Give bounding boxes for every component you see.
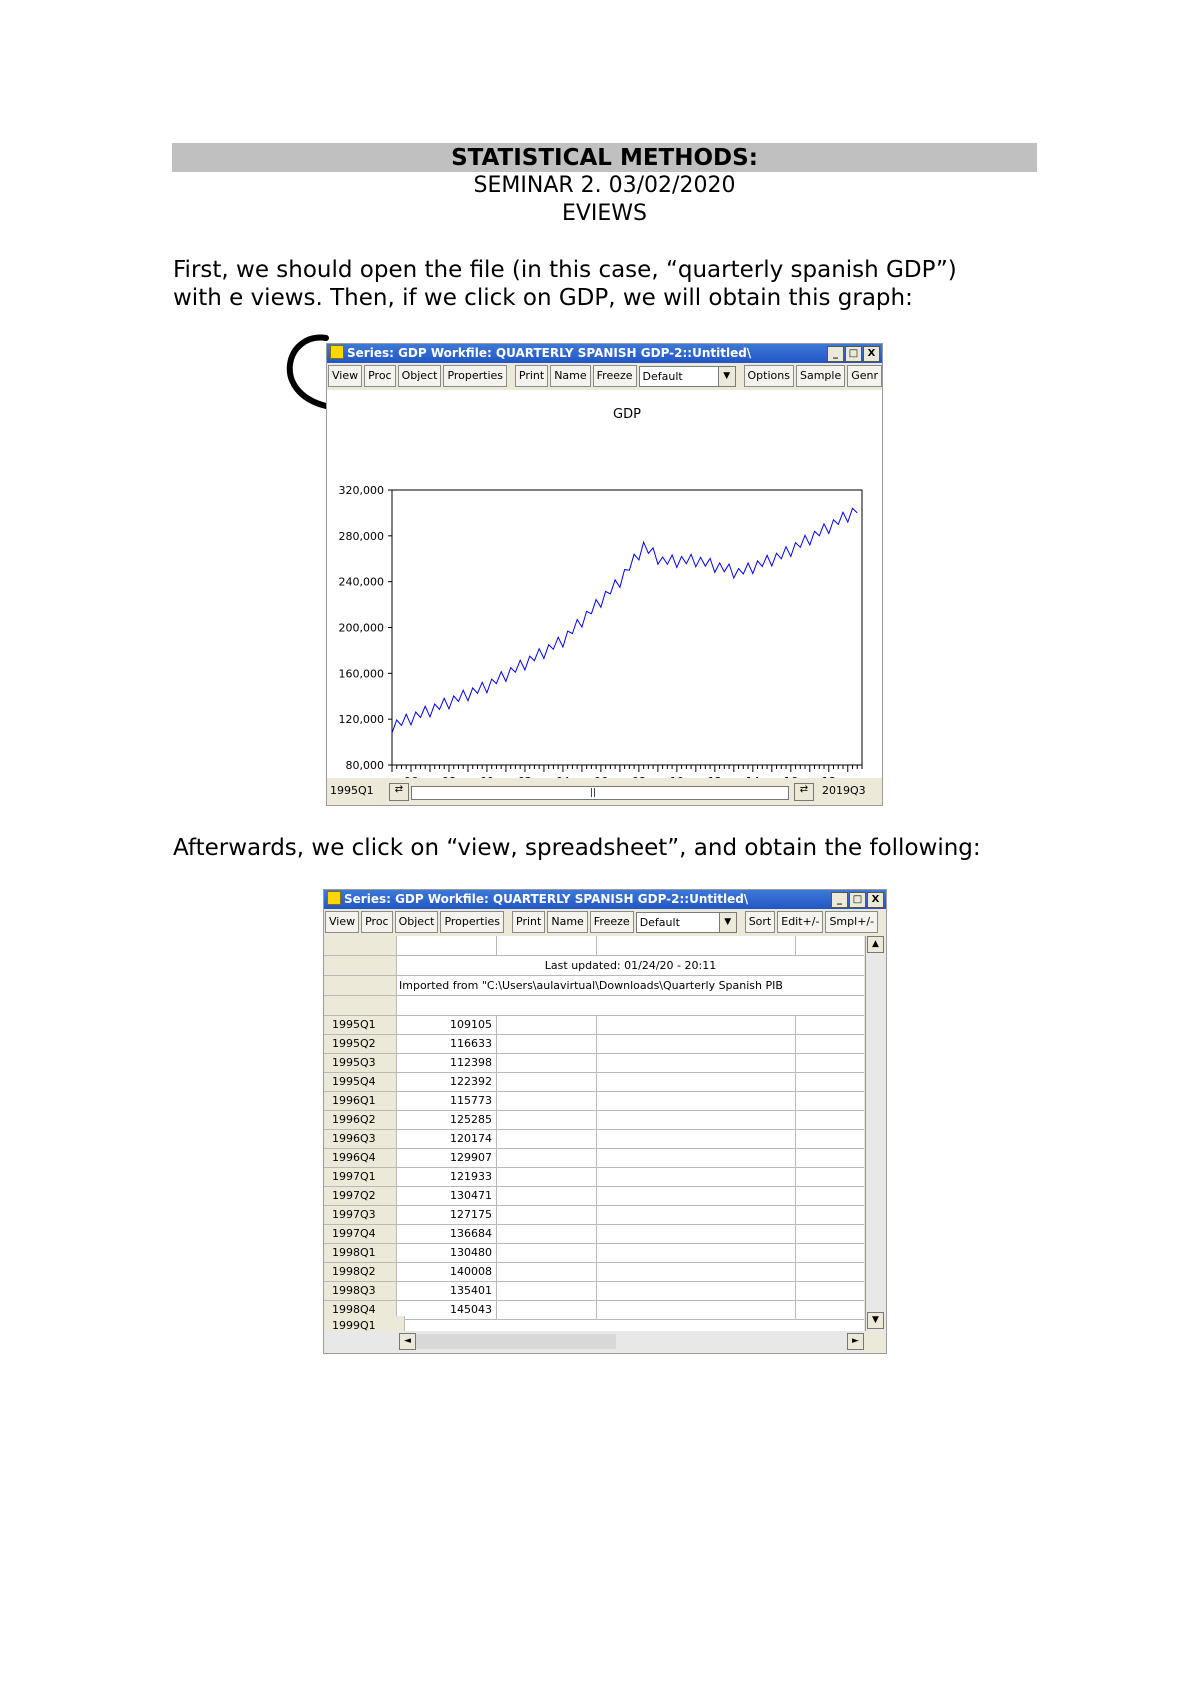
value-cell[interactable]: 115773 [397, 1092, 497, 1110]
view-button[interactable]: View [328, 365, 362, 387]
x-tick-label [632, 775, 646, 778]
row-label: 1995Q1 [324, 1016, 397, 1034]
x-tick-label [822, 775, 836, 778]
table-row [324, 1016, 864, 1035]
name-button[interactable]: Name [547, 911, 587, 933]
graph-area [327, 390, 882, 778]
properties-button[interactable]: Properties [440, 911, 504, 933]
row-label: 1996Q2 [324, 1111, 397, 1129]
x-tick-label [670, 775, 684, 778]
maximize-button[interactable]: □ [849, 892, 866, 908]
name-button[interactable]: Name [550, 365, 590, 387]
row-label: 1997Q4 [324, 1225, 397, 1243]
intro-line-1: First, we should open the file (in this case, “quarterly spanish GDP”) [173, 257, 957, 283]
row-label: 1997Q2 [324, 1187, 397, 1205]
x-tick-label [442, 775, 456, 778]
empty-cell [597, 1073, 796, 1091]
slider-end-label: 2019Q3 [822, 784, 866, 797]
empty-cell [597, 1282, 796, 1300]
y-tick-label: 200,000 [338, 621, 384, 635]
empty-cell [597, 1244, 796, 1262]
row-label: 1996Q4 [324, 1149, 397, 1167]
y-tick-label: 280,000 [338, 529, 384, 543]
table-row [324, 1263, 864, 1282]
empty-cell [497, 1092, 597, 1110]
blank-row [324, 996, 864, 1016]
value-cell[interactable]: 116633 [397, 1035, 497, 1053]
slider-left-arrows-icon[interactable]: ⇄ [389, 783, 409, 801]
empty-cell [497, 1016, 597, 1034]
minimize-button[interactable]: _ [827, 346, 844, 362]
maximize-button[interactable]: □ [845, 346, 862, 362]
last-updated-text: Last updated: 01/24/20 - 20:11 [397, 956, 864, 975]
chevron-down-icon: ▼ [719, 913, 736, 932]
freeze-button[interactable]: Freeze [590, 911, 634, 933]
edit-button[interactable]: Edit+/- [777, 911, 823, 933]
x-tick-label [404, 775, 418, 778]
x-tick-label [556, 775, 570, 778]
empty-cell [597, 1016, 796, 1034]
scroll-right-icon[interactable]: ► [847, 1333, 864, 1350]
imported-row [324, 976, 864, 996]
empty-cell [497, 1168, 597, 1186]
table-row [324, 1149, 864, 1168]
x-tick-label [708, 775, 722, 778]
x-tick-label [480, 775, 494, 778]
sheet-toolbar [324, 910, 886, 934]
empty-cell [597, 1149, 796, 1167]
series-icon [327, 891, 341, 905]
chart-title: GDP [613, 407, 641, 422]
empty-cell [497, 1130, 597, 1148]
last-updated-row [324, 956, 864, 976]
value-cell[interactable]: 109105 [397, 1016, 497, 1034]
empty-cell [597, 1263, 796, 1281]
value-cell[interactable]: 136684 [397, 1225, 497, 1243]
table-row [324, 1111, 864, 1130]
minimize-button[interactable]: _ [831, 892, 848, 908]
value-cell[interactable]: 127175 [397, 1206, 497, 1224]
empty-cell [597, 1054, 796, 1072]
x-tick-label [784, 775, 798, 778]
spreadsheet-grid [324, 936, 864, 1331]
dropdown-value: Default [639, 915, 680, 929]
value-cell[interactable]: 112398 [397, 1054, 497, 1072]
table-row [324, 1130, 864, 1149]
view-button[interactable]: View [325, 911, 359, 933]
empty-cell [597, 1111, 796, 1129]
table-row [324, 1035, 864, 1054]
empty-cell [597, 1035, 796, 1053]
value-cell[interactable]: 125285 [397, 1111, 497, 1129]
graph-type-dropdown[interactable] [639, 366, 736, 387]
sheet-window-title: Series: GDP Workfile: QUARTERLY SPANISH GDP-2::Untitled\ [344, 892, 749, 906]
row-label: 1995Q2 [324, 1035, 397, 1053]
value-cell[interactable]: 122392 [397, 1073, 497, 1091]
row-label: 1995Q3 [324, 1054, 397, 1072]
row-label: 1995Q4 [324, 1073, 397, 1091]
table-row [324, 1282, 864, 1301]
print-button[interactable]: Print [515, 365, 548, 387]
x-tick-label [518, 775, 532, 778]
scroll-down-icon[interactable]: ▼ [867, 1312, 884, 1329]
proc-button[interactable]: Proc [361, 911, 393, 933]
table-row [324, 1187, 864, 1206]
display-dropdown[interactable] [636, 912, 737, 933]
scroll-thumb[interactable] [416, 1334, 616, 1349]
row-label: 1998Q4 [324, 1301, 397, 1319]
sample-button[interactable]: Sample [796, 365, 845, 387]
freeze-button[interactable]: Freeze [593, 365, 637, 387]
proc-button[interactable]: Proc [364, 365, 396, 387]
table-row [324, 1054, 864, 1073]
dropdown-value: Default [642, 369, 683, 383]
empty-cell [497, 1149, 597, 1167]
graph-window-titlebar[interactable] [327, 344, 882, 363]
close-button[interactable]: X [867, 892, 884, 908]
empty-cell [497, 1073, 597, 1091]
table-row [324, 1206, 864, 1225]
value-cell[interactable]: 120174 [397, 1130, 497, 1148]
value-cell[interactable]: 130471 [397, 1187, 497, 1205]
slider-start-label: 1995Q1 [330, 784, 374, 797]
object-button[interactable]: Object [398, 365, 442, 387]
row-label: 1996Q1 [324, 1092, 397, 1110]
slider-right-arrows-icon[interactable]: ⇄ [794, 783, 814, 801]
empty-cell [497, 1263, 597, 1281]
plot-frame [392, 490, 862, 765]
y-tick-label: 160,000 [338, 667, 384, 681]
value-cell[interactable]: 145043 [397, 1301, 497, 1319]
table-row [324, 1073, 864, 1092]
last-row [324, 1316, 864, 1331]
graph-toolbar [327, 364, 882, 388]
slider-grip-icon[interactable]: || [590, 788, 597, 798]
sort-button[interactable]: Sort [745, 911, 776, 933]
row-label: 1999Q1 [324, 1316, 405, 1331]
imported-from-text: Imported from "C:\Users\aulavirtual\Downloads\Quarterly Spanish PIB [397, 976, 864, 995]
intro-paragraph [173, 256, 1053, 312]
properties-button[interactable]: Properties [443, 365, 507, 387]
vertical-scrollbar[interactable] [865, 936, 885, 1331]
value-cell[interactable]: 140008 [397, 1263, 497, 1281]
row-label: 1998Q2 [324, 1263, 397, 1281]
y-tick-label: 120,000 [338, 713, 384, 727]
empty-cell [597, 1130, 796, 1148]
value-cell[interactable]: 129907 [397, 1149, 497, 1167]
print-button[interactable]: Print [512, 911, 545, 933]
x-tick-label [746, 775, 760, 778]
y-tick-label: 320,000 [338, 484, 384, 497]
empty-cell [597, 1225, 796, 1243]
close-button[interactable]: X [863, 346, 880, 362]
table-row [324, 1244, 864, 1263]
row-label: 1997Q3 [324, 1206, 397, 1224]
scroll-left-icon[interactable]: ◄ [399, 1333, 416, 1350]
horizontal-scrollbar[interactable] [324, 1331, 864, 1352]
smpl-button[interactable]: Smpl+/- [825, 911, 878, 933]
empty-cell [597, 1206, 796, 1224]
table-row [324, 1092, 864, 1111]
empty-cell [597, 1168, 796, 1186]
empty-cell [497, 1054, 597, 1072]
object-button[interactable]: Object [395, 911, 439, 933]
y-tick-label: 80,000 [345, 759, 384, 772]
row-label: 1998Q1 [324, 1244, 397, 1262]
empty-cell [497, 1111, 597, 1129]
spreadsheet-window [323, 889, 887, 1354]
empty-cell [497, 1187, 597, 1205]
options-button[interactable]: Options [744, 365, 794, 387]
eviews-line: EVIEWS [561, 201, 648, 226]
y-tick-label: 240,000 [338, 575, 384, 589]
row-label: 1996Q3 [324, 1130, 397, 1148]
empty-cell [597, 1092, 796, 1110]
genr-button[interactable]: Genr [847, 365, 882, 387]
document-title: STATISTICAL METHODS: [172, 143, 1037, 172]
sample-slider [327, 780, 882, 804]
empty-cell [497, 1035, 597, 1053]
x-tick-label [594, 775, 608, 778]
graph-window-title: Series: GDP Workfile: QUARTERLY SPANISH GDP-2::Untitled\ [347, 346, 752, 360]
slider-track[interactable] [411, 786, 789, 800]
seminar-line: SEMINAR 2. 03/02/2020 [473, 173, 736, 198]
value-cell[interactable]: 121933 [397, 1168, 497, 1186]
series-icon [330, 345, 344, 359]
empty-cell [497, 1244, 597, 1262]
table-row [324, 1225, 864, 1244]
header-row [324, 936, 864, 956]
empty-cell [497, 1282, 597, 1300]
value-cell[interactable]: 130480 [397, 1244, 497, 1262]
empty-cell [497, 1225, 597, 1243]
sheet-window-titlebar[interactable] [324, 890, 886, 909]
scroll-up-icon[interactable]: ▲ [867, 936, 884, 953]
value-cell[interactable]: 135401 [397, 1282, 497, 1300]
graph-window [326, 343, 883, 806]
chevron-down-icon: ▼ [718, 367, 735, 386]
row-label: 1997Q1 [324, 1168, 397, 1186]
intro-line-2: with e views. Then, if we click on GDP, we will obtain this graph: [173, 285, 913, 311]
afterwards-paragraph: Afterwards, we click on “view, spreadsheet”, and obtain the following: [173, 835, 981, 861]
empty-cell [497, 1206, 597, 1224]
gdp-line-chart [327, 390, 882, 778]
row-label: 1998Q3 [324, 1282, 397, 1300]
table-row [324, 1168, 864, 1187]
empty-cell [597, 1187, 796, 1205]
